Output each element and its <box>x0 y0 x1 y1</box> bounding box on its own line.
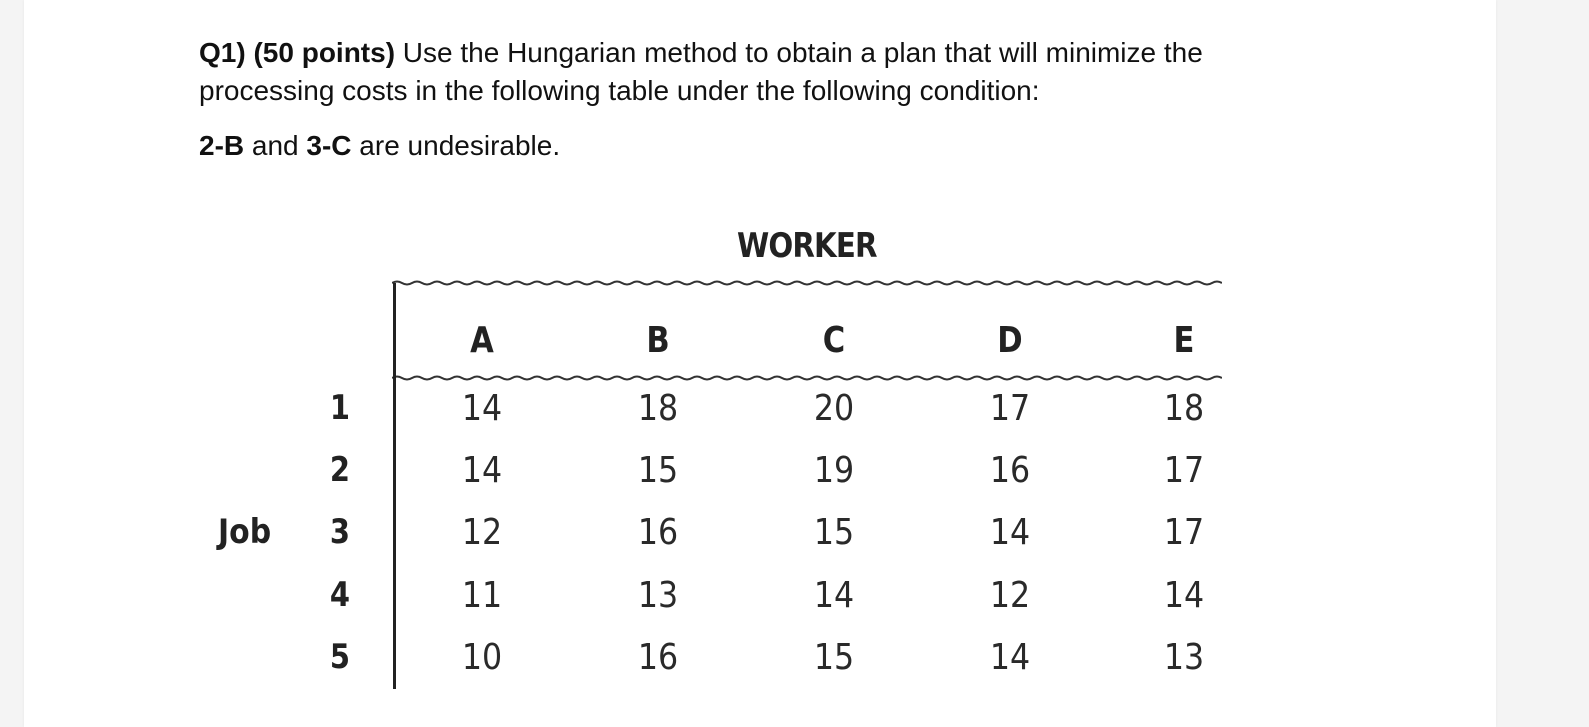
table-vertical-rule <box>393 283 396 689</box>
column-header-b: B <box>646 320 670 361</box>
condition-rest: are undesirable. <box>351 130 561 161</box>
cell-1-a: 14 <box>461 388 503 429</box>
column-header-d: D <box>997 320 1023 361</box>
cell-3-e: 17 <box>1163 512 1205 553</box>
cell-3-d: 14 <box>989 512 1031 553</box>
table-top-rule <box>392 279 1222 287</box>
table-title: WORKER <box>737 226 877 266</box>
cell-2-b: 15 <box>637 450 679 491</box>
cell-5-a: 10 <box>461 637 503 678</box>
cell-1-b: 18 <box>637 388 679 429</box>
cell-4-b: 13 <box>637 575 679 616</box>
row-number-3: 3 <box>329 512 351 552</box>
row-axis-label: Job <box>218 512 272 552</box>
condition-and: and <box>244 130 307 161</box>
row-number-5: 5 <box>329 637 351 677</box>
question-points: (50 points) <box>253 37 396 68</box>
cell-2-c: 19 <box>813 450 855 491</box>
cell-3-b: 16 <box>637 512 679 553</box>
condition-part2: 3-C <box>306 130 352 161</box>
cell-2-e: 17 <box>1163 450 1205 491</box>
row-number-1: 1 <box>329 388 351 428</box>
cost-table <box>24 0 1496 727</box>
condition-part1: 2-B <box>199 130 245 161</box>
question-body: Use the Hungarian method to obtain a plan that will minimize the processing costs in the following table under the following condition: <box>199 37 1203 106</box>
cell-5-c: 15 <box>813 637 855 678</box>
column-header-c: C <box>822 320 846 361</box>
table-header-rule <box>392 374 1222 382</box>
row-number-2: 2 <box>329 450 351 490</box>
row-number-4: 4 <box>329 575 351 615</box>
cell-4-c: 14 <box>813 575 855 616</box>
cell-3-c: 15 <box>813 512 855 553</box>
cell-5-e: 13 <box>1163 637 1205 678</box>
cell-5-d: 14 <box>989 637 1031 678</box>
cell-4-a: 11 <box>461 575 503 616</box>
document-page <box>24 0 1496 727</box>
column-header-a: A <box>470 320 494 361</box>
cell-4-e: 14 <box>1163 575 1205 616</box>
cell-2-d: 16 <box>989 450 1031 491</box>
cell-1-d: 17 <box>989 388 1031 429</box>
question-label: Q1) <box>199 37 246 68</box>
cell-3-a: 12 <box>461 512 503 553</box>
column-header-e: E <box>1173 320 1195 361</box>
cell-1-c: 20 <box>813 388 855 429</box>
cell-1-e: 18 <box>1163 388 1205 429</box>
cell-4-d: 12 <box>989 575 1031 616</box>
cell-5-b: 16 <box>637 637 679 678</box>
cell-2-a: 14 <box>461 450 503 491</box>
